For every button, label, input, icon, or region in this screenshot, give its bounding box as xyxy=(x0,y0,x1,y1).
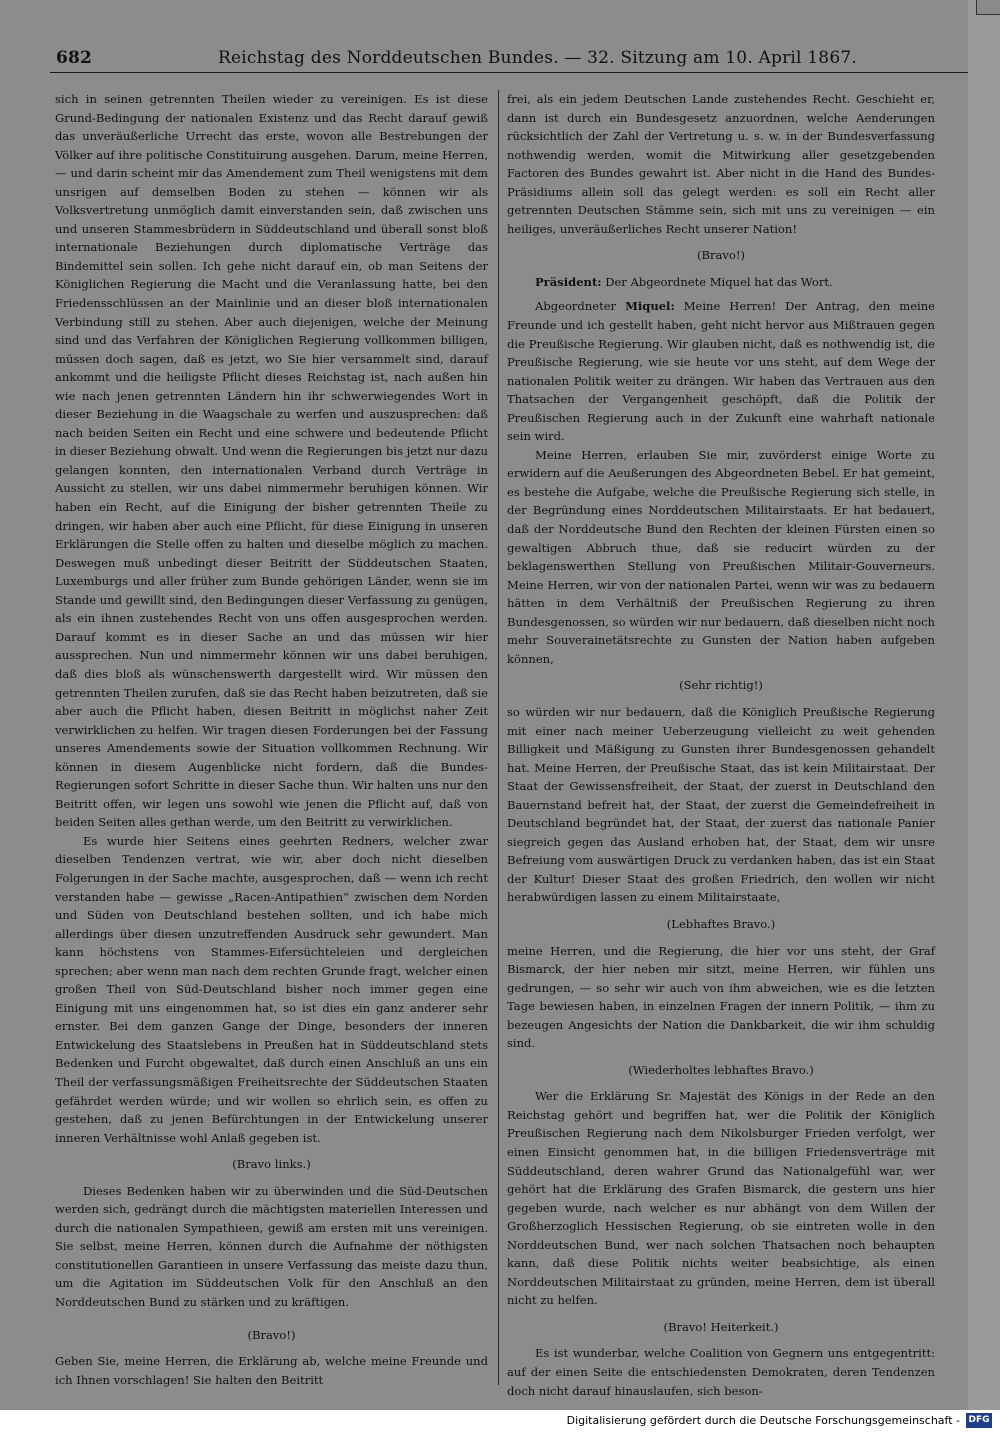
right-column xyxy=(507,90,935,1398)
interjection: (Bravo!) xyxy=(696,248,745,263)
scan-edge xyxy=(968,0,1000,1410)
digitization-credit: Digitalisierung gefördert durch die Deutsche Forschungsgemeinschaft - xyxy=(566,1414,960,1427)
page-number: 682 xyxy=(56,48,93,68)
right-paragraph-2: Meine Herren! Der Antrag, den meine Freunde und ich gestellt haben, geht nicht hervor aus Mißtrauen gegen die Preußische Regierung. Wir glauben nicht, daß es nothwendig ist, die Preußische Regierung, wie sie heute vor uns steht, auf dem Wege der nationalen Politik weiter zu drängen. Wir haben das Vertrauen aus den Thatsachen der Vergangenheit geschöpft, daß die Politik der Preußischen Regierung auch in der Zukunft eine wahrhaft nationale sein wird. xyxy=(507,299,935,444)
scan-corner xyxy=(976,0,1000,15)
speaker-paragraph xyxy=(507,297,935,445)
left-paragraph-3: Dieses Bedenken haben wir zu überwinden und die Süd-Deutschen werden sich, gedrängt durch die mächtigsten materiellen Interessen und durch die nationalen Sympathieen, gewiß am ersten mit uns vereinigen. Sie selbst, meine Herren, können durch die Aufnahme der nöthigsten constitutionellen Garantieen in unsere Verfassung das meiste dazu thun, um die Agitation im Süddeutschen Volk für den Anschluß an den Norddeutschen Bund zu stärken und zu kräftigen. xyxy=(55,1183,488,1309)
president-label: Präsident: xyxy=(535,274,602,289)
interjection: (Wiederholtes lebhaftes Bravo.) xyxy=(628,1062,814,1077)
right-paragraph-5: meine Herren, und die Regierung, die hier vor uns steht, der Graf Bismarck, der hier neben mir sitzt, meine Herren, wir fühlen uns gedrungen, — so sehr wir auch von ihm abweichen, wie es die letzten Tage bewiesen haben, in einzelnen Fragen der innern Politik, — ihm zu bezeugen Angesichts der Nation die Dankbarkeit, die wir ihm schuldig sind. xyxy=(507,943,935,1051)
speaker-name: Miquel: xyxy=(625,299,675,314)
left-paragraph-2: Es wurde hier Seitens eines geehrten Redners, welcher zwar dieselben Tendenzen vertrat, wie wir, aber doch nicht dieselben Folgerungen in der Sache machte, ausgesprochen, daß — wenn ich recht verstanden habe — gewisse „Racen-Antipathien“ zwischen dem Norden und Süden von Deutschland bestehen sollten, und ich habe mich allerdings über diesen unzutreffenden Ausdruck sehr gewundert. Man kann höchstens von Stammes-Eifersüchteleien und dergleichen sprechen; aber wenn man nach dem rechten Grunde fragt, welcher einen großen Theil von Süd-Deutschland bisher noch immer gegen eine Einigung mit uns eingenommen hat, so ist dies ein ganz anderer sehr ernster. Bei dem ganzen Gange der Dinge, besonders der inneren Entwickelung des Staatslebens in Preußen hat in Süddeutschland stets Bedenken und Furcht obgewaltet, daß durch einen Anschluß an uns ein Theil der verfassungsmäßigen Freiheitsrechte der Süddeutschen Staaten gefährdet werden würde; und wir wollen so ehrlich sein, es offen zu gestehen, daß zu jenen Befürchtungen in der Entwickelung unserer inneren Verhältnisse wohl Anlaß gegeben ist. xyxy=(55,833,488,1145)
interjection: (Sehr richtig!) xyxy=(679,678,763,693)
running-title: Reichstag des Norddeutschen Bundes. — 32. Sitzung am 10. April 1867. xyxy=(218,48,857,68)
footer xyxy=(0,1410,1000,1432)
president-text: Der Abgeordnete Miquel hat das Wort. xyxy=(605,274,833,289)
interjection: (Bravo! Heiterkeit.) xyxy=(663,1319,779,1334)
right-paragraph-1: frei, als ein jedem Deutschen Lande zustehendes Recht. Geschieht er, dann ist durch ein Bundesgesetz anzuordnen, welche Aenderungen rücksichtlich der Zahl der Vertretung u. s. w. in der Bundesverfassung nothwendig werden, womit die Mitwirkung aller gesetzgebenden Factoren des Bundes gewahrt ist. Aber nicht in die Hand des Bundes-Präsidiums allein soll das gelegt werden: es soll ein Recht aller getrennten Deutschen Stämme sein, sich mit uns zu vereinigen — ein heiliges, unveräußerliches Recht unserer Nation! xyxy=(507,92,935,236)
speaker-intro: Abgeordneter xyxy=(535,299,617,314)
right-paragraph-4: so würden wir nur bedauern, daß die Königlich Preußische Regierung mit einer nach meiner Ueberzeugung vielleicht zu weit gehenden Billigkeit und Mäßigung zu Gunsten ihrer Bundesgenossen gehandelt hat. Meine Herren, der Preußische Staat, das ist kein Militairstaat. Der Staat der Gewissensfreiheit, der Staat, der zuerst in Deutschland den Bauernstand befreit hat, der Staat, der zuerst die Gemeindefreiheit in Deutschland begründet hat, der Staat, der zuerst das nationale Panier siegreich gegen das Ausland erhoben hat, der Staat, dem wir unsre Befreiung vom auswärtigen Druck zu verdanken haben, das ist ein Staat der Kultur! Dieser Staat des großen Friedrich, den wollen wir nicht herabwürdigen lassen zu einem Militairstaate, xyxy=(507,704,935,905)
column-divider xyxy=(498,90,499,1385)
left-paragraph-4: Geben Sie, meine Herren, die Erklärung ab, welche meine Freunde und ich Ihnen vorschlagen! Sie halten den Beitritt xyxy=(55,1354,488,1387)
right-paragraph-6: Wer die Erklärung Sr. Majestät des Königs in der Rede an den Reichstag gehört und begriffen hat, wer die Politik der Königlich Preußischen Regierung nach dem Nikolsburger Frieden verfolgt, wer einen Einsicht genommen hat, in die billigen Friedensverträge mit Süddeutschland, deren wahrer Grund das Nationalgefühl war, wer gehört hat die Erklärung des Grafen Bismarck, die gestern uns hier gegeben wurde, nach welcher es nur abhängt von dem Willen der Großherzoglich Hessischen Regierung, ob sie eintreten wolle in den Norddeutschen Bund, wer nach solchen Thatsachen noch behaupten kann, daß diese Politik nichts weiter beabsichtige, als einen Norddeutschen Militairstaat zu gründen, meine Herren, dem ist überall nicht zu helfen. xyxy=(507,1089,935,1308)
left-paragraph-1: sich in seinen getrennten Theilen wieder zu vereinigen. Es ist diese Grund-Bedingung der nationalen Existenz und das Recht darauf gewiß das unveräußerliche Urrecht das erste, wovon alle Bestrebungen der Völker auf ihre politische Constituirung ausgehen. Darum, meine Herren, — und darin scheint mir das Amendement zum Theil wenigstens mit dem unsrigen auf demselben Boden zu stehen — können wir als Volksvertretung unmöglich damit einverstanden sein, daß zwischen uns und unseren Stammesbrüdern in Süddeutschland und überall sonst bloß internationale Beziehungen durch diplomatische Verträge das Bindemittel sein sollen. Ich gehe nicht darauf ein, ob man Seitens der Königlichen Regierung die Macht und die Veranlassung hatte, bei den Friedensschlüssen an der Mainlinie und an dieser bloß internationalen Verbindung still zu stehen. Aber auch diejenigen, welche der Meinung sind und das Verfahren der Königlichen Regierung vollkommen billigen, müssen doch sagen, daß es jetzt, wo Sie hier versammelt sind, darauf ankommt und die heiligste Pflicht dieses Reichstag ist, nach außen hin wie nach jenen getrennten Ländern hin ihr schwerwiegendes Wort in dieser Beziehung in die Waagschale zu werfen und auszusprechen: daß nach beiden Seiten ein Recht und eine schwere und bedeutende Pflicht in dieser Beziehung obwalt. Und wenn die Regierungen bis jetzt nur dazu gelangen konnten, den internationalen Verband durch Verträge in Aussicht zu stellen, wir uns dabei nimmermehr beruhigen können. Wir haben ein Recht, auf die Einigung der bisher getrennten Theile zu dringen, wir haben aber auch eine Pflicht, für diese Einigung in unseren Erklärungen die Stelle offen zu halten und dieselbe möglich zu machen. Deswegen muß unbedingt dieser Beitritt der Süddeutschen Staaten, Luxemburgs und aller früher zum Bunde gehörigen Länder, wenn sie im Stande und gewillt sind, den Bedingungen dieser Verfassung zu genügen, als ein ihnen zustehendes Recht von uns offen ausgesprochen werden. Darauf kommt es in dieser Sache an und das müssen wir hier aussprechen. Nun und nimmermehr können wir uns dabei beruhigen, daß dies bloß als wünschenswerth dargestellt wird. Wir müssen den getrennten Theilen zurufen, daß sie das Recht haben beizutreten, daß sie aber auch die Pflicht haben, diesen Beitritt in möglichst naher Zeit verwirklichen zu helfen. Wir tragen diesen Forderungen bei der Fassung unseres Amendements sowie der Situation vollkommen Rechnung. Wir können in diesem Augenblicke nicht fordern, daß die Bundes-Regierungen sofort Schritte in dieser Sache thun. Wir halten uns nur den Beitritt offen, wir legen uns sowohl wie jenen die Pflicht auf, daß von beiden Seiten alles gethan werde, um den Beitritt zu verwirklichen. xyxy=(55,92,488,830)
interjection: (Bravo!) xyxy=(247,1327,296,1342)
interjection: (Bravo links.) xyxy=(232,1157,311,1172)
right-paragraph-7: Es ist wunderbar, welche Coalition von Gegnern uns entgegentritt: auf der einen Seite die entschiedensten Demokraten, deren Tendenzen doch nicht darauf hinauslaufen, sich beson- xyxy=(507,1346,935,1398)
interjection: (Lebhaftes Bravo.) xyxy=(666,916,776,931)
president-statement xyxy=(507,273,935,292)
dfg-logo: DFG xyxy=(966,1413,992,1428)
right-paragraph-3: Meine Herren, erlauben Sie mir, zuvörderst einige Worte zu erwidern auf die Aeußerungen des Abgeordneten Bebel. Er hat gemeint, es bestehe die Aufgabe, welche die Preußische Regierung sich stelle, in der Begründung eines Norddeutschen Militairstaats. Er hat bedauert, daß der Norddeutsche Bund den Rechten der kleinen Fürsten einen so gewaltigen Abbruch thue, daß sie reducirt würden zu der beklagenswerthen Stellung von Preußischen Militair-Gouverneurs. Meine Herren, wir von der nationalen Partei, wenn wir was zu bedauern hätten in dem Verhältniß der Preußischen Regierung zu ihren Bundesgenossen, so würden wir nur bedauern, daß dieselben nicht noch mehr Souverainetätsrechte zu Gunsten der Nation haben aufgeben können, xyxy=(507,447,935,666)
left-column xyxy=(55,90,488,1390)
page-header xyxy=(50,48,968,73)
